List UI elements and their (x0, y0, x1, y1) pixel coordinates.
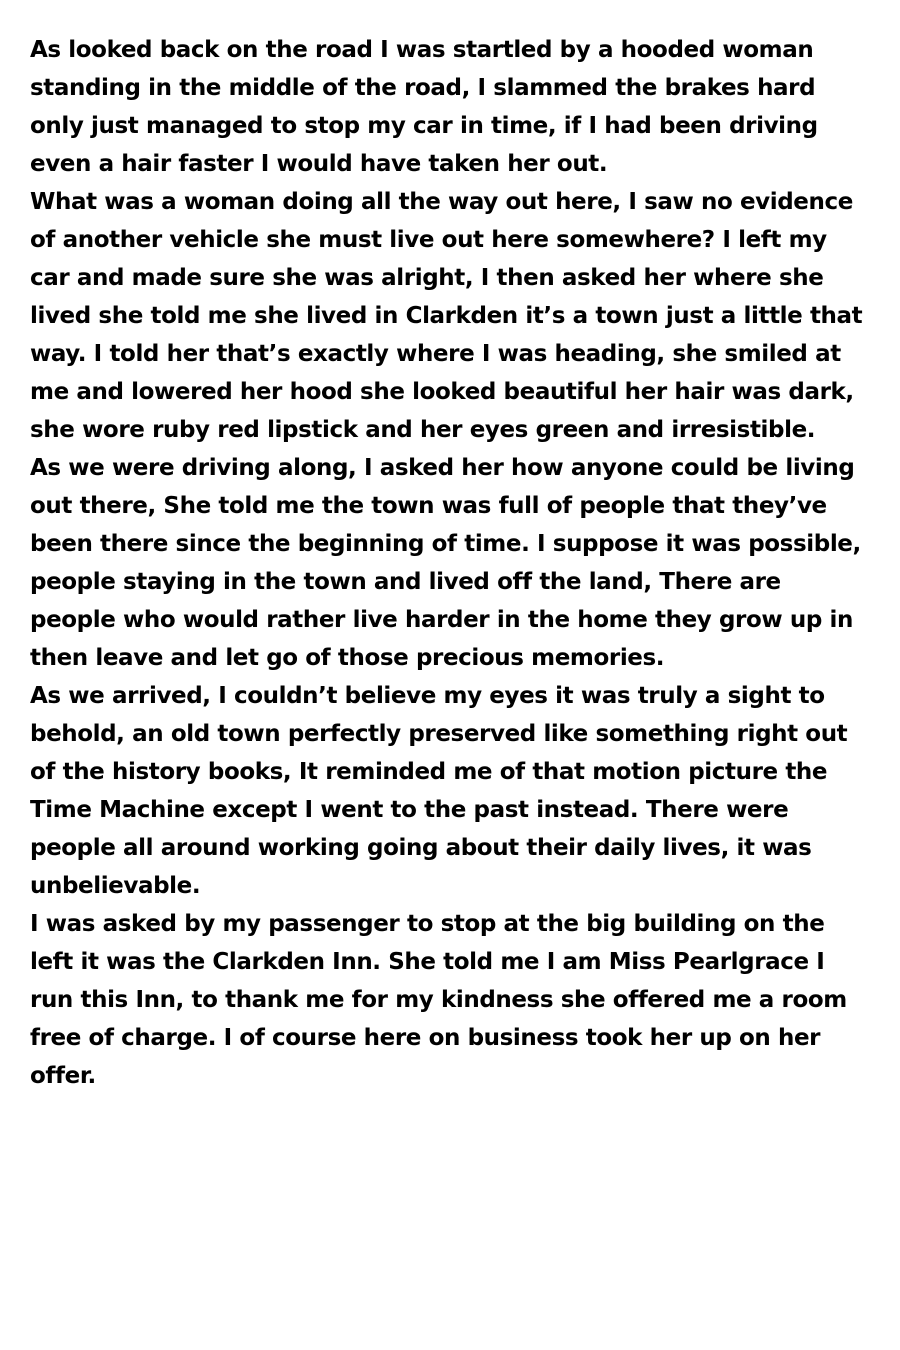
paragraph-2: What was a woman doing all the way out here, I saw no evidence of another vehicle she must live out here somewhere? I left my car and made sure she was alright, I then asked her where she lived she told me she lived in Clarkden it’s a town just a little that way. I told her that’s exactly where I was heading, she smiled at me and lowered her hood she looked beautiful her hair was dark, she wore ruby red lipstick and her eyes green and irresistible. (30, 189, 863, 443)
paragraph-1: As looked back on the road I was startled by a hooded woman standing in the middle of the road, I slammed the brakes hard only just managed to stop my car in time, if I had been driving even a hair faster I would have taken her out. (30, 37, 818, 177)
story-text (30, 31, 864, 1095)
paragraph-5: I was asked by my passenger to stop at the big building on the left it was the Clarkden Inn. She told me I am Miss Pearlgrace I run this Inn, to thank me for my kindness she offered me a room free of charge. I of course here on business took her up on her offer. (30, 911, 847, 1089)
paragraph-3: As we were driving along, I asked her how anyone could be living out there, She told me the town was full of people that they’ve been there since the beginning of time. I suppose it was possible, people staying in the town and lived off the land, There are people who would rather live harder in the home they grow up in then leave and let go of those precious memories. (30, 455, 861, 671)
paragraph-4: As we arrived, I couldn’t believe my eyes it was truly a sight to behold, an old town perfectly preserved like something right out of the history books, It reminded me of that motion picture the Time Machine except I went to the past instead. There were people all around working going about their daily lives, it was unbelievable. (30, 683, 848, 899)
